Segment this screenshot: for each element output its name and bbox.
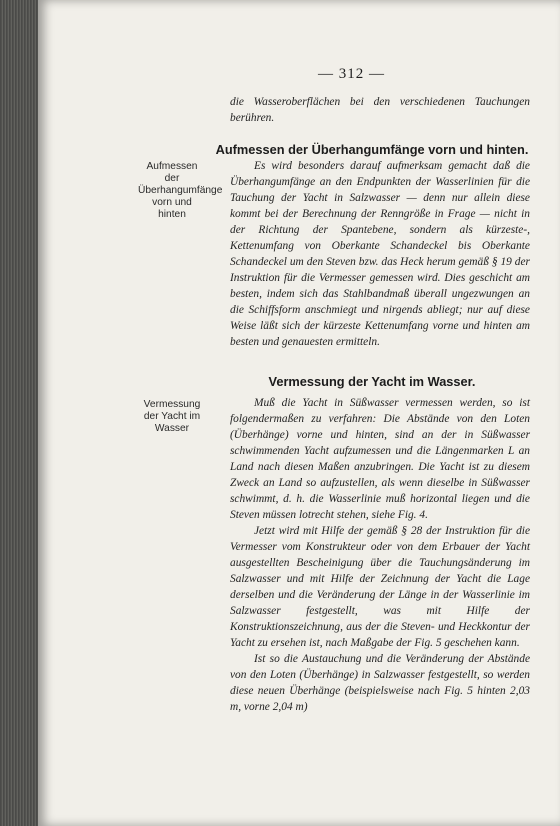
intro-paragraph: die Wasseroberflächen bei den verschiedenen Tauchungen berühren.: [230, 96, 530, 124]
section2-body: [230, 395, 530, 715]
page-number: — 312 —: [318, 66, 385, 82]
section2-heading: Vermessung der Yacht im Wasser.: [268, 374, 476, 389]
section2-margin-note: Vermessung der Yacht im Wasser: [143, 399, 201, 434]
section2-paragraph-1: Muß die Yacht in Süßwasser vermessen werden, so ist folgendermaßen zu verfahren: Die Abstände von den Loten (Überhänge) vorne und hinten, sind an der in Süßwasser schwimmenden Yacht aufzumessen und die Längenmarken L an Land nach diesen Maßen anzubringen. Die Yacht ist zu diesem Zweck an Land so aufzustellen, als wenn dieselbe in Süßwasser schwimmt, d. h. die Wasserlinie muß horizontal liegen und die Steven müssen lotrecht stehen, siehe Fig. 4.: [230, 397, 530, 521]
section2-paragraph-3: Ist so die Austauchung und die Veränderung der Abstände von den Loten (Überhänge) in Salzwasser festgestellt, so werden diese neuen Überhänge (beispielsweise nach Fig. 5 hinten 2,03 m, vorne 2,04 m): [230, 653, 530, 713]
section1-body: [230, 158, 530, 350]
intro-text: [230, 94, 530, 126]
section1-margin-note: Aufmessen der Überhangumfänge vorn und hinten: [138, 161, 223, 220]
section2-paragraph-2: Jetzt wird mit Hilfe der gemäß § 28 der Instruktion für die Vermesser vom Konstrukteur oder von dem Erbauer der Yacht ausgestellten Bescheinigung über die Tauchungsänderung im Salzwasser und mit Hilfe der Zeichnung der Yacht die Lage derselben und die Veränderung der Länge in der Wasserlinie im Salzwasser festgestellt, was mit Hilfe der Konstruktionszeichnung, aus der die Steven- und Heckkontur der Yacht zu ersehen ist, nach Maßgabe der Fig. 5 geschehen kann.: [230, 525, 530, 649]
section1-paragraph: Es wird besonders darauf aufmerksam gemacht daß die Überhangumfänge an den Endpunkten der Wasserlinien für die Tauchung der Yacht in Salzwasser — denn nur allein diese kommt bei der Berechnung der Renngröße in Frage — nicht in der Richtung der Spantebene, sondern als kürzeste-, Kettenumfang von Oberkante Schandeckel bis Oberkante Schandeckel um den Steven bzw. das Heck herum gemäß § 19 der Instruktion für die Vermesser gemessen wird. Dies geschicht am besten, indem sich das Stahlbandmaß überall ungezwungen an die Schiffsform anschmiegt und nirgends abliegt; nur auf diese Weise läßt sich der kürzeste Kettenumfang vorne und hinten am besten und genauesten ermitteln.: [230, 160, 530, 348]
section1-heading: Aufmessen der Überhangumfänge vorn und hinten.: [215, 142, 529, 157]
